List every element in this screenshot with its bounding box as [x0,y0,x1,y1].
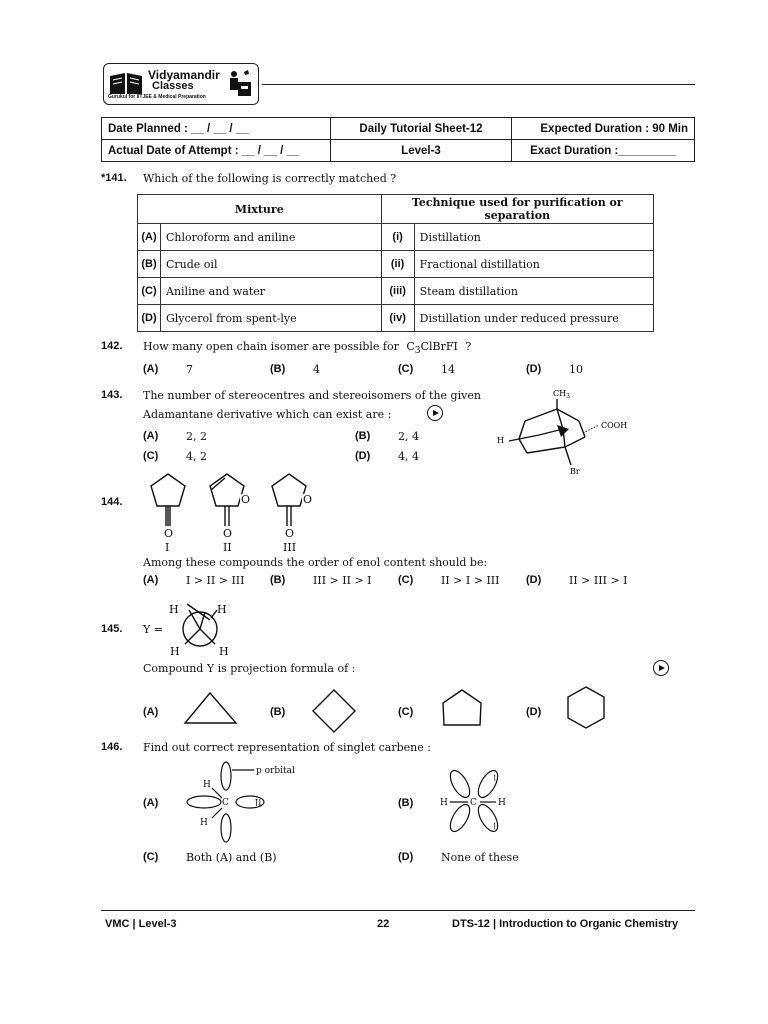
q144-number: 144. [101,496,123,508]
logo [103,63,259,105]
option-label: (A) [143,430,159,442]
option-label: (A) [143,363,159,375]
option-value: 4 [313,363,320,376]
row-technique: Steam distillation [414,278,653,305]
col-technique: Technique used for purification or separation [381,195,653,224]
option-label: (B) [398,797,414,809]
exact-duration: Exact Duration :_________ [512,140,695,162]
date-planned: Date Planned : __ / __ / __ [102,118,331,140]
table-row [138,251,654,278]
row-label: (C) [138,278,161,305]
q143-line2: Adamantane derivative which can exist are : [143,408,392,421]
svg-text:⇅: ⇅ [254,798,263,809]
book-logo-icon [108,70,144,96]
p-orbital-label: p orbital [256,766,295,776]
square-shape [311,688,357,734]
row-label: (B) [138,251,161,278]
option-label: (A) [143,706,159,718]
option-label: (D) [526,706,542,718]
c-label: C [470,798,477,808]
option-value: III > II > I [313,574,372,587]
q146-text: Find out correct representation of singlet carbene : [143,741,431,754]
h-label: H [217,603,227,616]
option-value: II > I > III [441,574,500,587]
option-label: (C) [398,706,414,718]
compound-label: I [165,541,170,554]
pentagon-shape [440,688,484,728]
row-mixture: Glycerol from spent-lye [161,305,382,332]
row-roman: (i) [381,224,414,251]
oxygen-label: O [164,527,174,540]
page-number: 22 [377,918,390,930]
option-label: (A) [143,574,159,586]
row-roman: (iii) [381,278,414,305]
play-video-icon[interactable] [427,405,443,421]
formula-rest: ClBrFI [420,340,458,353]
row-label: (D) [138,305,161,332]
row-mixture: Crude oil [161,251,382,278]
h-label: H [219,645,229,658]
table-row [138,224,654,251]
triangle-shape [183,690,239,726]
compound-label: II [223,541,232,554]
option-value: 4, 2 [186,450,207,463]
row-roman: (ii) [381,251,414,278]
h-label: H [203,780,211,790]
hexagon-shape [565,685,607,731]
q144-text: Among these compounds the order of enol content should be: [143,556,488,569]
actual-date: Actual Date of Attempt : __ / __ / __ [102,140,331,162]
q145-number: 145. [101,623,123,635]
svg-text:↿: ↿ [491,774,499,784]
oxygen-label: O [285,527,295,540]
compound-label: III [283,541,297,554]
h-label: H [200,818,208,828]
formula-c: C [406,340,415,353]
level: Level-3 [331,140,512,162]
row-technique: Distillation [414,224,653,251]
option-value: I > II > III [186,574,245,587]
option-label: (B) [270,363,286,375]
h-label: H [440,798,448,808]
option-label: (C) [143,450,159,462]
logo-name: Vidyamandir [148,68,220,82]
q141-number: *141. [101,172,127,184]
header-table [101,117,695,162]
h-label: H [169,603,179,616]
ch3-label: CH [553,389,567,398]
svg-text:↿: ↿ [491,822,499,832]
q143-number: 143. [101,389,123,401]
option-label: (C) [398,363,414,375]
option-label: (D) [355,450,371,462]
option-label: (C) [398,574,414,586]
option-value: 4, 4 [398,450,419,463]
footer-divider [101,910,695,911]
row-mixture: Aniline and water [161,278,382,305]
q145-text: Compound Y is projection formula of : [143,662,356,675]
col-mixture: Mixture [138,195,382,224]
option-value: 10 [569,363,583,376]
h-label: H [497,436,504,445]
table-row [138,278,654,305]
row-mixture: Chloroform and aniline [161,224,382,251]
adamantane-structure [495,385,635,477]
c-label: C [222,798,229,808]
cooh-label: COOH [601,421,628,430]
q141-table [137,194,654,332]
option-label: (D) [526,574,542,586]
q143-line1: The number of stereocentres and stereoisomers of the given [143,389,481,402]
option-label: (B) [270,574,286,586]
q142-text [143,340,471,356]
formula-sub: 3 [414,345,421,357]
q142-qmark: ? [465,340,472,353]
option-label: (A) [143,797,159,809]
carbene-a-structure [180,760,310,848]
option-value: 14 [441,363,455,376]
ring-oxygen-label: O [241,493,251,506]
q144-structures [145,470,325,556]
play-video-icon[interactable] [653,660,669,676]
ring-oxygen-label: O [303,493,313,506]
option-value: Both (A) and (B) [186,851,277,864]
option-label: (C) [143,851,159,863]
option-label: (B) [355,430,371,442]
ch3-sub: 3 [566,393,570,400]
footer-left: VMC | Level-3 [105,918,177,930]
option-label: (B) [270,706,286,718]
option-label: (D) [526,363,542,375]
option-value: 2, 4 [398,430,419,443]
svg-text:CH3 [553,389,570,400]
q141-text: Which of the following is correctly matched ? [143,172,397,185]
table-row [138,305,654,332]
option-value: None of these [441,851,519,864]
carbene-b-structure [436,766,512,838]
option-label: (D) [398,851,414,863]
student-desk-icon [222,68,254,100]
row-label: (A) [138,224,161,251]
h-label: H [170,645,180,658]
row-roman: (iv) [381,305,414,332]
logo-divider [262,84,695,85]
h-label: H [498,798,506,808]
q146-number: 146. [101,741,123,753]
expected-duration: Expected Duration : 90 Min [512,118,695,140]
option-value: 2, 2 [186,430,207,443]
q145-y: Y = [143,623,163,636]
option-value: II > III > I [569,574,628,587]
logo-sub: Classes [152,80,194,92]
newman-projection [165,598,240,660]
option-value: 7 [186,363,193,376]
oxygen-label: O [223,527,233,540]
br-label: Br [570,467,580,476]
sheet-title: Daily Tutorial Sheet-12 [331,118,512,140]
row-technique: Distillation under reduced pressure [414,305,653,332]
row-technique: Fractional distillation [414,251,653,278]
q142-number: 142. [101,340,123,352]
q142-stem: How many open chain isomer are possible for [143,340,399,353]
q142-formula [406,340,458,357]
footer-right: DTS-12 | Introduction to Organic Chemistry [452,918,679,930]
logo-tagline: Gurukul for IITJEE & Medical Preparation [108,94,206,100]
